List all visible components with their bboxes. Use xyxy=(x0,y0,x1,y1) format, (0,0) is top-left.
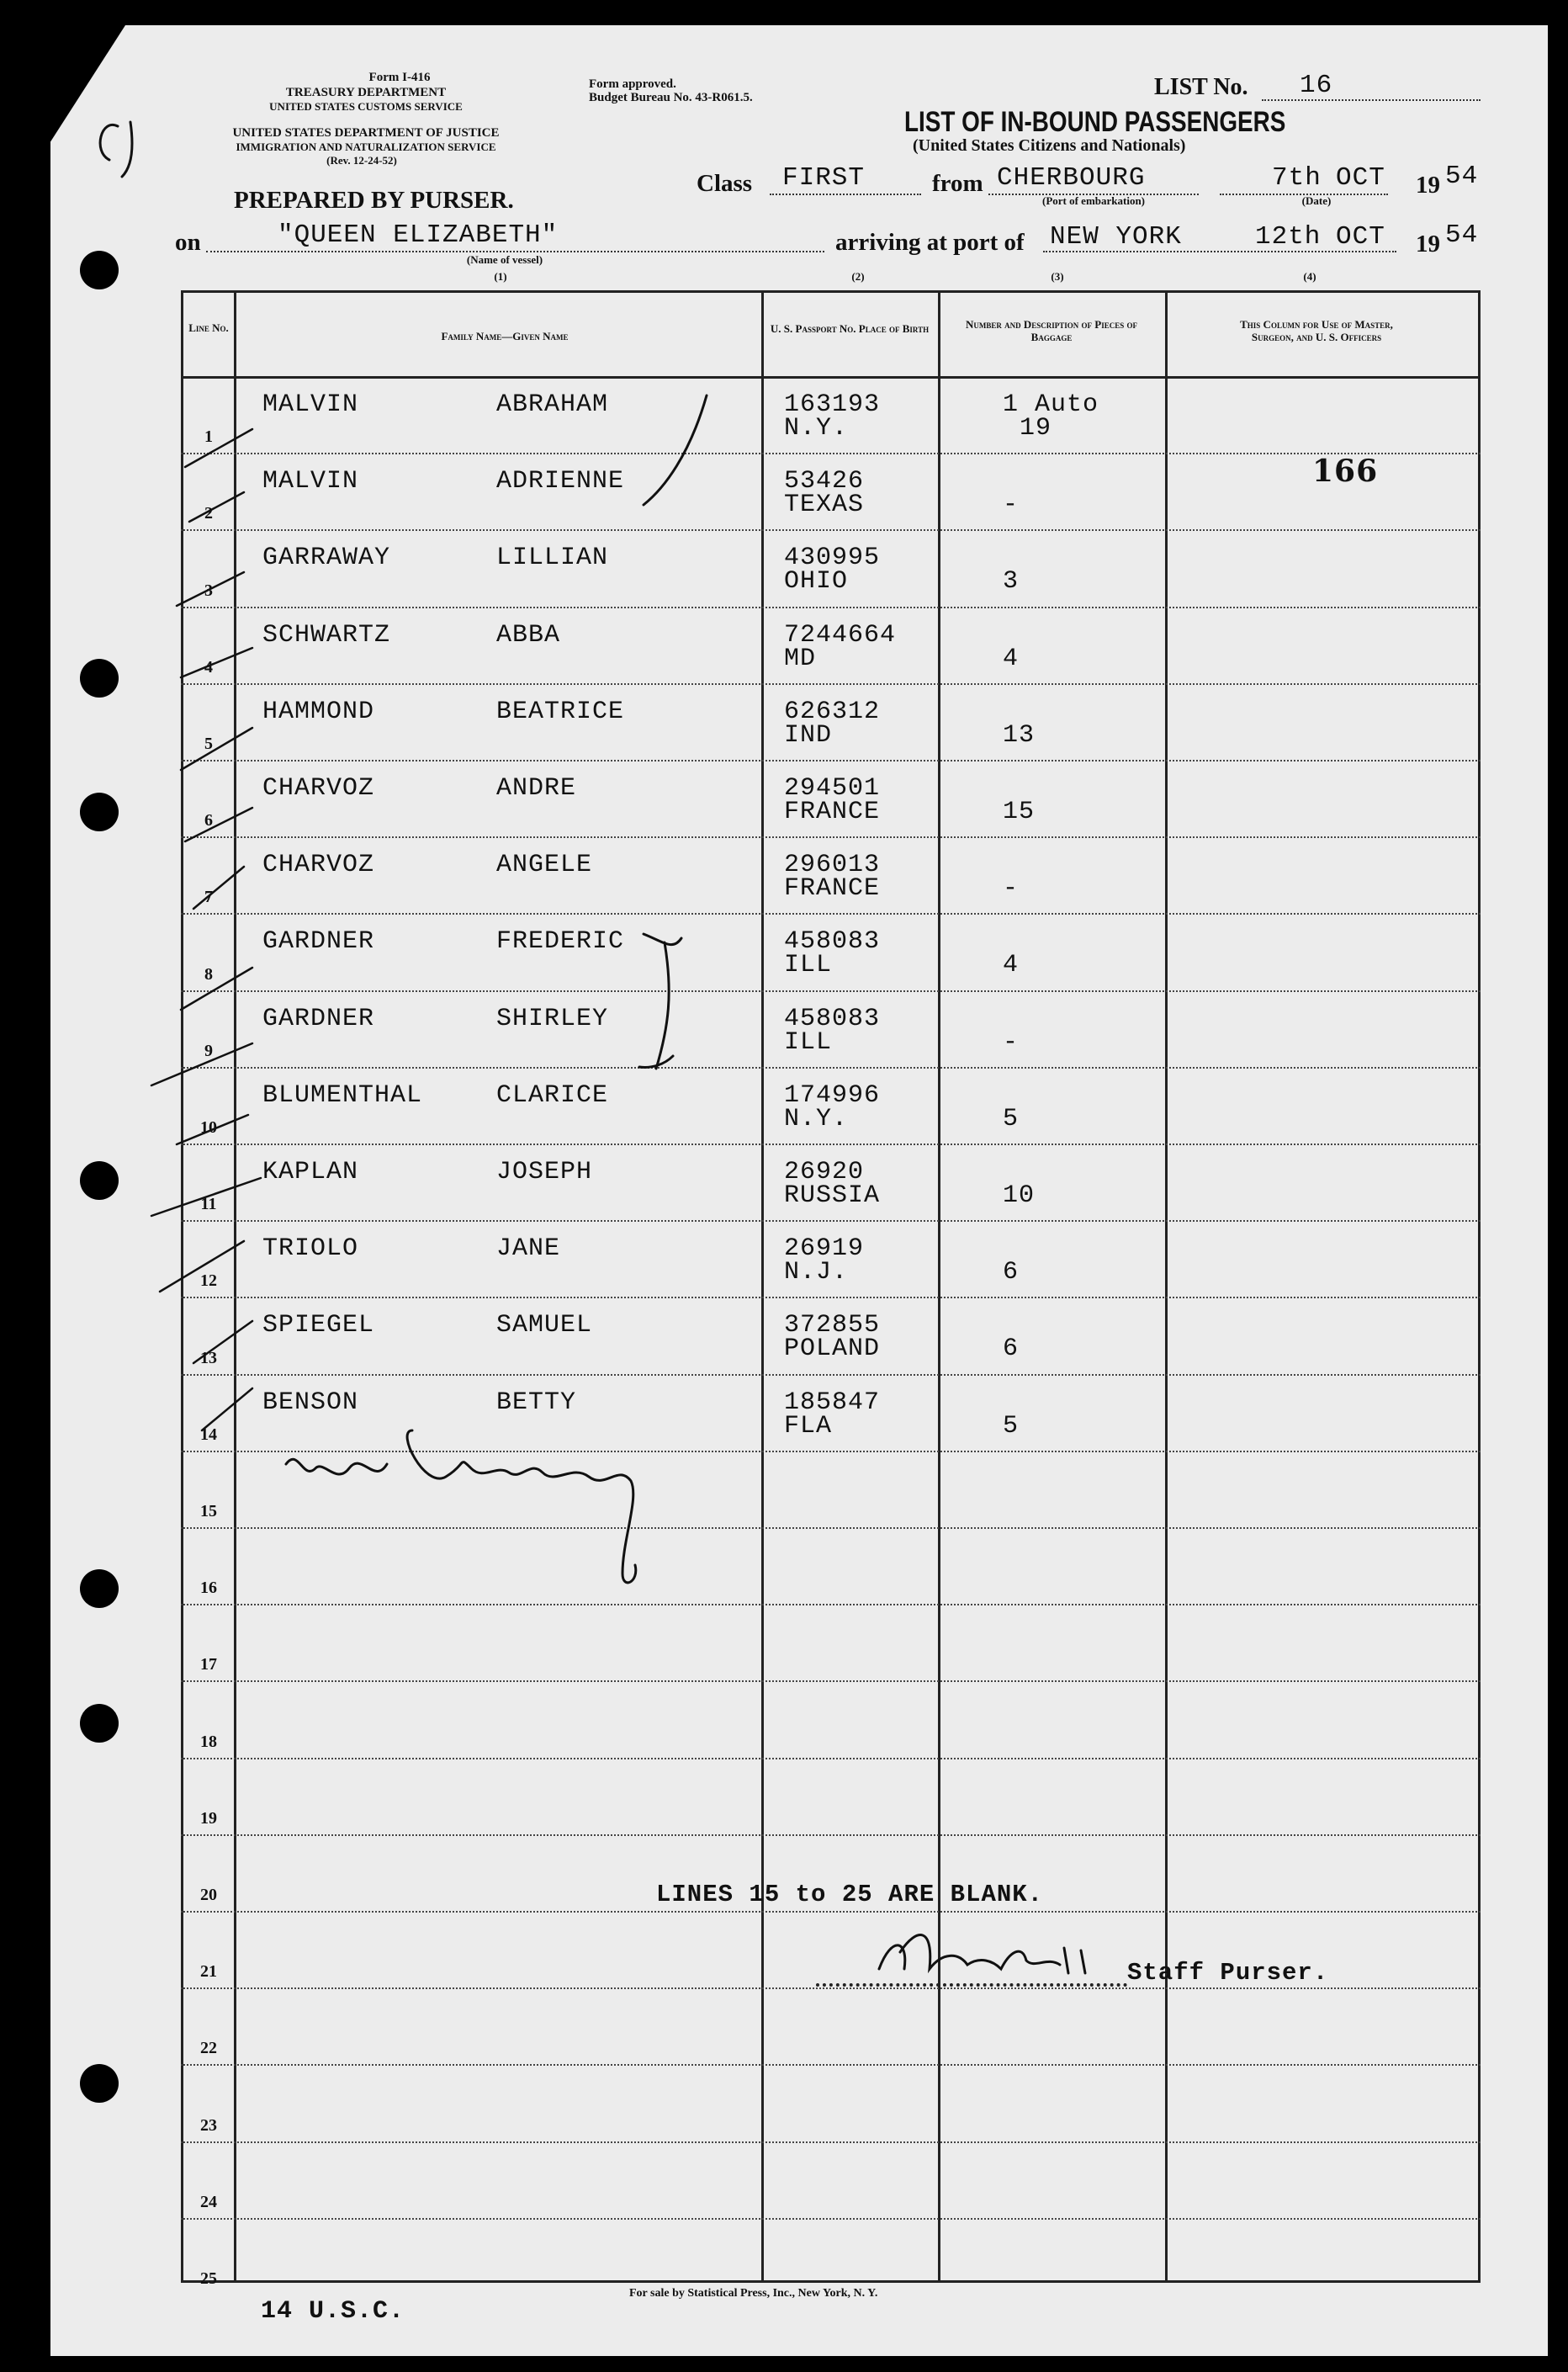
manifest-title: LIST OF IN-BOUND PASSENGERS xyxy=(904,106,1286,138)
place-of-birth: ILL xyxy=(784,951,833,980)
place-of-birth: FRANCE xyxy=(784,798,881,826)
given-name: FREDERIC xyxy=(496,927,625,957)
line-number: 20 xyxy=(200,1886,217,1904)
line-number: 17 xyxy=(200,1655,217,1674)
vessel-caption: (Name of vessel) xyxy=(466,253,543,266)
date2-day: 12th xyxy=(1255,222,1322,252)
passport-number: 294501 xyxy=(784,774,881,803)
justice-dept: UNITED STATES DEPARTMENT OF JUSTICE xyxy=(232,126,500,140)
baggage-count: 4 xyxy=(1003,644,1020,673)
family-name: SCHWARTZ xyxy=(262,620,391,650)
date2-month: OCT xyxy=(1336,222,1385,252)
passport-number: 372855 xyxy=(784,1311,881,1340)
line-number: 15 xyxy=(200,1502,217,1520)
arriving-label: arriving at port of xyxy=(835,229,1025,256)
given-name: ADRIENNE xyxy=(496,467,625,496)
line-number: 13 xyxy=(200,1348,217,1367)
col-header-officers: This Column for Use of Master, Surgeon, and U. S. Officers xyxy=(1240,318,1393,343)
line-number: 4 xyxy=(204,657,213,677)
staff-purser-label: Staff Purser. xyxy=(1127,1959,1329,1987)
line-number: 25 xyxy=(200,2269,217,2288)
line-number: 23 xyxy=(200,2115,217,2135)
date2-year-suffix: 54 xyxy=(1445,220,1479,250)
place-of-birth: POLAND xyxy=(784,1335,881,1364)
baggage-count: 6 xyxy=(1003,1335,1020,1364)
marginal-mark xyxy=(100,122,132,177)
passport-number: 458083 xyxy=(784,927,881,957)
footer-statute: 14 U.S.C. xyxy=(261,2297,405,2326)
family-name: BENSON xyxy=(262,1388,359,1417)
passport-number: 430995 xyxy=(784,544,881,573)
date2-year-prefix: 19 xyxy=(1416,231,1440,257)
line-number: 9 xyxy=(204,1041,213,1060)
date1-month: OCT xyxy=(1336,163,1385,193)
vessel-name: "QUEEN ELIZABETH" xyxy=(278,220,559,250)
line-number: 2 xyxy=(204,504,213,523)
line-number: 8 xyxy=(204,964,213,984)
line-number: 18 xyxy=(200,1732,217,1751)
line-number: 16 xyxy=(200,1579,217,1598)
manifest-subtitle: (United States Citizens and Nationals) xyxy=(913,136,1186,155)
family-name: KAPLAN xyxy=(262,1158,359,1186)
family-name: SPIEGEL xyxy=(262,1311,375,1340)
col-index-4: (4) xyxy=(1303,270,1316,283)
on-label: on xyxy=(175,229,201,256)
treasury-dept: TREASURY DEPARTMENT xyxy=(285,86,447,99)
date1-day: 7th xyxy=(1272,163,1322,193)
line-number: 5 xyxy=(204,735,213,753)
place-of-birth: TEXAS xyxy=(784,491,865,520)
passport-number: 163193 xyxy=(784,390,881,419)
given-name: BEATRICE xyxy=(496,697,625,726)
place-of-birth: N.J. xyxy=(784,1258,849,1287)
baggage-count: 13 xyxy=(1003,720,1036,750)
baggage-count: 6 xyxy=(1003,1258,1020,1287)
list-no-label: LIST No. xyxy=(1154,74,1248,100)
baggage-count: - xyxy=(1003,874,1020,904)
line-number: 19 xyxy=(200,1808,217,1828)
check-mark-bracket xyxy=(639,934,681,1069)
given-name: ABRAHAM xyxy=(496,390,609,419)
passport-number: 26920 xyxy=(784,1158,865,1186)
given-name: ANDRE xyxy=(496,774,577,803)
col-header-line: Line No. xyxy=(188,321,229,334)
blank-lines-note: LINES 15 to 25 ARE BLANK. xyxy=(656,1881,1044,1908)
col-index-2: (2) xyxy=(851,270,865,283)
given-name: ANGELE xyxy=(496,851,593,880)
baggage-count: 10 xyxy=(1003,1181,1036,1210)
prepared-by: PREPARED BY PURSER. xyxy=(234,187,514,214)
revision-date: (Rev. 12-24-52) xyxy=(326,154,397,167)
form-approved: Form approved. xyxy=(589,77,676,91)
list-number: 16 xyxy=(1300,71,1333,100)
port-caption: (Port of embarkation) xyxy=(1041,194,1146,207)
given-name: SAMUEL xyxy=(496,1311,593,1340)
footer-printer: For sale by Statistical Press, Inc., New York, N. Y. xyxy=(629,2287,878,2300)
passport-number: 296013 xyxy=(784,851,881,880)
family-name: MALVIN xyxy=(262,467,359,496)
baggage-count: 3 xyxy=(1003,567,1020,597)
family-name: GARRAWAY xyxy=(262,544,391,573)
customs-service: UNITED STATES CUSTOMS SERVICE xyxy=(269,100,463,113)
place-of-birth: MD xyxy=(784,644,817,673)
col-index-3: (3) xyxy=(1051,270,1064,283)
baggage-count: - xyxy=(1003,491,1020,520)
place-of-birth: IND xyxy=(784,720,833,750)
line-number: 11 xyxy=(200,1195,217,1214)
place-of-birth: N.Y. xyxy=(784,414,849,443)
family-name: HAMMOND xyxy=(262,697,375,726)
given-name: ABBA xyxy=(496,620,561,650)
given-name: SHIRLEY xyxy=(496,1004,609,1033)
passport-number: 53426 xyxy=(784,467,865,496)
date1-year-prefix: 19 xyxy=(1416,172,1440,199)
line-number: 10 xyxy=(200,1118,217,1137)
line-number: 21 xyxy=(200,1962,217,1982)
place-of-birth: ILL xyxy=(784,1027,833,1057)
tick-marks xyxy=(151,429,261,1430)
baggage-count: 5 xyxy=(1003,1411,1020,1441)
class-value: FIRST xyxy=(782,163,866,193)
place-of-birth: FRANCE xyxy=(784,874,881,904)
handwritten-signature-conley xyxy=(286,1430,636,1583)
passport-number: 185847 xyxy=(784,1388,881,1417)
arrival-port: NEW YORK xyxy=(1050,222,1182,252)
check-mark-bracket xyxy=(644,395,707,505)
col-header-passport: U. S. Passport No. Place of Birth xyxy=(770,322,930,335)
col-header-name: Family Name—Given Name xyxy=(441,330,569,342)
given-name: BETTY xyxy=(496,1388,577,1417)
given-name: CLARICE xyxy=(496,1080,609,1110)
date-caption: (Date) xyxy=(1301,194,1332,207)
col-header-baggage: Number and Description of Pieces of Baggage xyxy=(966,318,1137,343)
date1-year-suffix: 54 xyxy=(1445,162,1479,191)
passport-number: 26919 xyxy=(784,1234,865,1264)
place-of-birth: RUSSIA xyxy=(784,1181,881,1210)
embark-port: CHERBOURG xyxy=(997,163,1146,193)
place-of-birth: FLA xyxy=(784,1411,833,1441)
family-name: GARDNER xyxy=(262,927,375,957)
passport-number: 458083 xyxy=(784,1004,881,1033)
passport-number: 174996 xyxy=(784,1080,881,1110)
place-of-birth: OHIO xyxy=(784,567,849,597)
baggage-detail: 19 xyxy=(1020,414,1052,443)
given-name: LILLIAN xyxy=(496,544,609,573)
baggage-count: 1 Auto xyxy=(1003,390,1099,419)
baggage-count: 15 xyxy=(1003,798,1036,826)
given-name: JOSEPH xyxy=(496,1158,593,1186)
line-number: 24 xyxy=(200,2192,217,2211)
officer-note: 166 xyxy=(1312,454,1379,490)
immigration-service: IMMIGRATION AND NATURALIZATION SERVICE xyxy=(236,141,496,153)
baggage-count: 4 xyxy=(1003,951,1020,980)
line-number: 22 xyxy=(200,2039,217,2058)
line-number: 14 xyxy=(200,1425,217,1444)
form-number: Form I-416 xyxy=(368,71,431,84)
baggage-count: - xyxy=(1003,1027,1020,1057)
family-name: CHARVOZ xyxy=(262,774,375,803)
col-index-1: (1) xyxy=(494,270,507,283)
passport-number: 626312 xyxy=(784,697,881,726)
budget-bureau: Budget Bureau No. 43-R061.5. xyxy=(589,91,753,104)
family-name: MALVIN xyxy=(262,390,359,419)
handwritten-signature-purser xyxy=(879,1935,1085,1973)
from-label: from xyxy=(932,170,983,197)
line-number: 3 xyxy=(204,581,213,600)
class-label: Class xyxy=(697,170,753,197)
passport-number: 7244664 xyxy=(784,620,897,650)
family-name: CHARVOZ xyxy=(262,851,375,880)
family-name: TRIOLO xyxy=(262,1234,359,1264)
line-number: 1 xyxy=(204,427,213,447)
line-number: 12 xyxy=(200,1271,217,1291)
place-of-birth: N.Y. xyxy=(784,1104,849,1133)
line-number: 7 xyxy=(204,888,213,907)
baggage-count: 5 xyxy=(1003,1104,1020,1133)
given-name: JANE xyxy=(496,1234,561,1264)
family-name: GARDNER xyxy=(262,1004,375,1033)
family-name: BLUMENTHAL xyxy=(262,1080,423,1110)
line-number: 6 xyxy=(204,811,213,830)
